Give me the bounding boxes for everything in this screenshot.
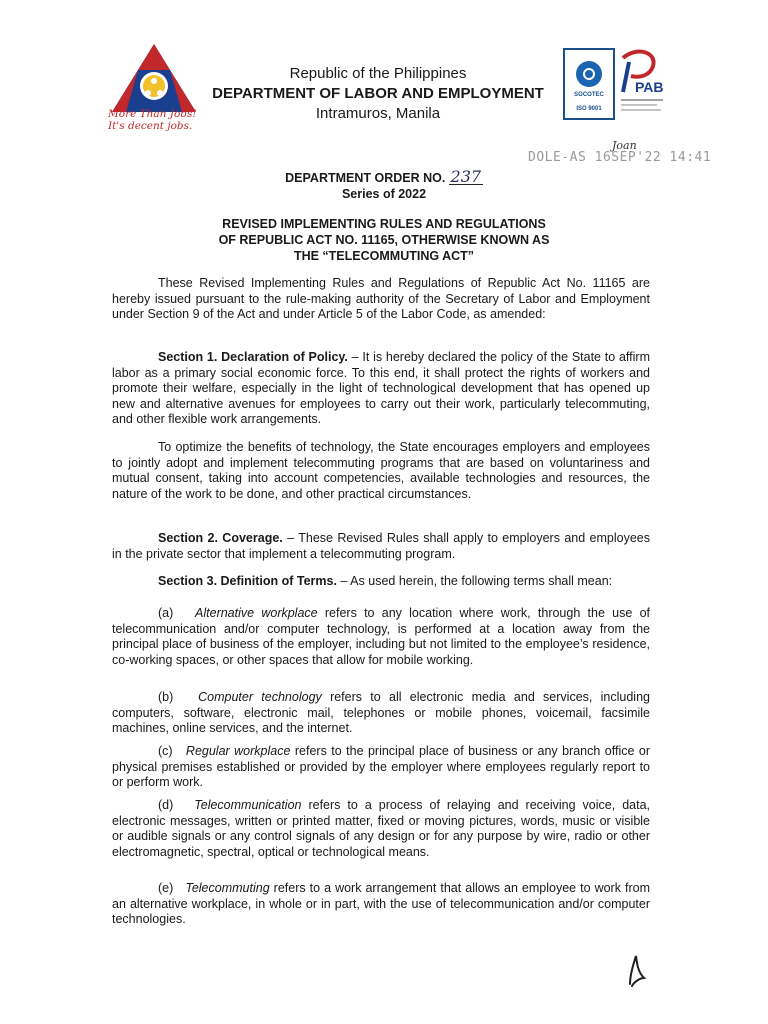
- title-line-3: THE “TELECOMMUTING ACT”: [293, 249, 475, 263]
- section-1-heading: Section 1. Declaration of Policy.: [158, 350, 348, 364]
- receiving-stamp: DOLE-AS 16SEP'22 14:41: [528, 150, 712, 165]
- tagline-line-2: It's decent jobs.: [108, 120, 193, 132]
- section-3-text: – As used herein, the following terms shall mean:: [336, 574, 613, 588]
- definition-letter: (b): [158, 690, 174, 704]
- definition-term: Telecommuting: [185, 881, 270, 895]
- section-1-text: – It is hereby declared the policy of the State to affirm labor as a primary social economic force. To this end, it shall protect the rights of workers and promote their welfare, especially in the light of technological development that has opened up new and alternative avenues for employees to carry out their work, particularly telecommuting, and other flexible work arrangements.: [112, 350, 650, 426]
- definition-letter: (c): [158, 744, 173, 758]
- definition-term: Regular workplace: [185, 744, 291, 758]
- section-1: [112, 350, 650, 428]
- definition-text: refers to the principal place of business or any branch office or physical premises established or provided by the employer where employees regularly report to or perform work.: [112, 744, 650, 789]
- definition-e: [112, 881, 650, 928]
- section-2-heading: Section 2. Coverage.: [158, 531, 283, 545]
- pab-accreditation-logo-icon: [617, 48, 667, 120]
- definition-letter: (e): [158, 881, 174, 895]
- dole-tagline: [108, 108, 208, 132]
- section-2: [112, 531, 650, 562]
- section-3-heading: Section 3. Definition of Terms.: [158, 574, 337, 588]
- section-1-para-2-text: To optimize the benefits of technology, the State encourages employers and employees to jointly adopt and implement telecommuting programs that are based on voluntariness and mutual consent, taking into account competencies, available technologies and resources, the nature of the work to be done, and other practical circumstances.: [112, 440, 650, 501]
- definition-text: refers to a work arrangement that allows an employee to work from an alternative workplace, in whole or in part, with the use of telecommunication and/or computer technologies.: [112, 881, 650, 926]
- document-title: [0, 216, 768, 264]
- tagline-line-1: More Than Jobs!: [108, 108, 197, 120]
- definition-text: refers to a process of relaying and receiving voice, data, electronic messages, written or printed matter, fixed or moving pictures, words, music or visible or audible signals or any control signals of any design or for any purpose by wire, radio or other electromagnetic, spectral, optical or technological means.: [112, 798, 650, 859]
- definition-a: [112, 606, 650, 668]
- definition-c: [112, 744, 650, 791]
- order-number: 237: [450, 167, 482, 186]
- intro-text: These Revised Implementing Rules and Regulations of Republic Act No. 11165 are hereby issued pursuant to the rule-making authority of the Secretary of Labor and Employment under Section 9 of the Act and under Article 5 of the Labor Code, as amended:: [112, 276, 650, 321]
- definition-b: [112, 690, 650, 737]
- pab-label: PAB: [635, 79, 664, 95]
- iso-label: ISO 9001: [576, 106, 602, 112]
- intro-paragraph: [112, 276, 650, 323]
- definition-term: Telecommunication: [194, 798, 302, 812]
- definition-letter: (a): [158, 606, 174, 620]
- section-1-paragraph-2: [112, 440, 650, 502]
- republic-line: Republic of the Philippines: [289, 65, 467, 82]
- letterhead: [200, 64, 556, 124]
- definition-letter: (d): [158, 798, 174, 812]
- socotec-label: SOCOTEC: [574, 92, 604, 98]
- section-2-text: – These Revised Rules shall apply to employers and employees in the private sector that implement a telecommuting program.: [112, 531, 651, 561]
- definition-term: Computer technology: [198, 690, 322, 704]
- department-order-heading: [0, 167, 768, 202]
- order-prefix: DEPARTMENT ORDER NO.: [285, 171, 446, 185]
- definition-text: refers to all electronic media and services, including computers, software, electronic mail, telephones or mobile phones, voicemail, facsimile machines, online services, and the internet.: [112, 690, 650, 735]
- receiver-signature: Joan: [612, 139, 637, 152]
- location-line: Intramuros, Manila: [315, 105, 441, 122]
- definition-d: [112, 798, 650, 860]
- department-name: DEPARTMENT OF LABOR AND EMPLOYMENT: [212, 85, 544, 102]
- definition-term: Alternative workplace: [195, 606, 318, 620]
- section-3: [112, 574, 650, 590]
- socotec-certification-logo: [563, 48, 615, 120]
- title-line-1: REVISED IMPLEMENTING RULES AND REGULATIONS: [222, 217, 546, 231]
- initial-signature-icon: [624, 948, 650, 988]
- definition-text: refers to any location where work, through the use of telecommunication and/or computer technology, is performed at a location away from the principal place of business of the employer, including but not limited to the employee’s residence, co-working spaces, or other spaces that allow for mobile working.: [112, 606, 650, 667]
- order-series: Series of 2022: [341, 187, 427, 201]
- title-line-2: OF REPUBLIC ACT NO. 11165, OTHERWISE KNOWN AS: [218, 233, 550, 247]
- socotec-badge-icon: [576, 61, 602, 87]
